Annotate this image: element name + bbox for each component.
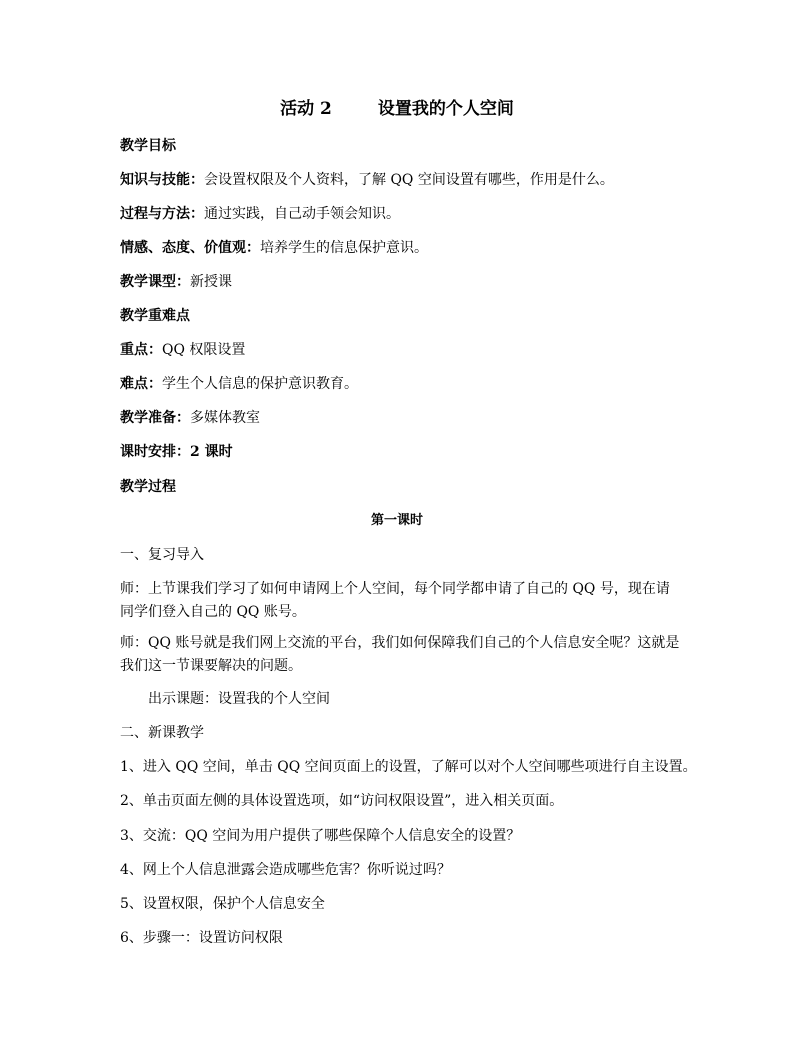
process-goal xyxy=(120,203,400,225)
emotion-label: 情感、态度、价值观： xyxy=(120,240,260,256)
knowledge-label: 知识与技能： xyxy=(120,172,204,188)
preparation xyxy=(120,407,260,429)
difficulty-text: 学生个人信息的保护意识教育。 xyxy=(162,376,358,392)
difficulty-label: 难点： xyxy=(120,376,162,392)
section-new-lesson: 二、新课教学 xyxy=(120,725,204,741)
step-item: 5、设置权限，保护个人信息安全 xyxy=(120,896,325,912)
schedule-text: 2 课时 xyxy=(190,444,233,460)
step-item: 1、进入 QQ 空间，单击 QQ 空间页面上的设置，了解可以对个人空间哪些项进行自主设置。 xyxy=(120,759,697,775)
period-heading: 第一课时 xyxy=(370,513,423,528)
emotion-text: 培养学生的信息保护意识。 xyxy=(260,240,428,256)
key-point-label: 重点： xyxy=(120,342,162,358)
lesson-type-label: 教学课型： xyxy=(120,274,190,290)
teacher-paragraph-1: 师：上节课我们学习了如何申请网上个人空间，每个同学都申请了自己的 QQ 号，现在请同学们登入自己的 QQ 账号。 xyxy=(120,581,670,620)
lesson-type xyxy=(120,271,232,293)
difficulty xyxy=(120,373,358,395)
title-topic: 设置我的个人空间 xyxy=(377,99,514,119)
preparation-text: 多媒体教室 xyxy=(190,410,260,426)
key-points-heading: 教学重难点 xyxy=(120,308,190,324)
emotion-goal xyxy=(120,237,428,259)
step-item: 3、交流：QQ 空间为用户提供了哪些保障个人信息安全的设置？ xyxy=(120,828,521,844)
step-item: 2、单击页面左侧的具体设置选项，如“访问权限设置”，进入相关页面。 xyxy=(120,793,564,809)
process-text: 通过实践，自己动手领会知识。 xyxy=(204,206,400,222)
knowledge-goal xyxy=(120,169,614,191)
preparation-label: 教学准备： xyxy=(120,410,190,426)
schedule xyxy=(120,441,233,463)
step-item: 6、步骤一：设置访问权限 xyxy=(120,930,283,946)
title-activity-number: 活动 2 xyxy=(280,99,332,119)
process-label: 过程与方法： xyxy=(120,206,204,222)
section-review-intro: 一、复习导入 xyxy=(120,547,204,563)
key-point-text: QQ 权限设置 xyxy=(162,342,246,358)
teacher-paragraph-2: 师：QQ 账号就是我们网上交流的平台，我们如何保障我们自己的个人信息安全呢？这就是我们这一节课要解决的问题。 xyxy=(120,635,680,674)
goals-heading: 教学目标 xyxy=(120,138,176,154)
lesson-type-text: 新授课 xyxy=(190,274,232,290)
step-item: 4、网上个人信息泄露会造成哪些危害？你听说过吗？ xyxy=(120,862,451,878)
knowledge-text: 会设置权限及个人资料，了解 QQ 空间设置有哪些，作用是什么。 xyxy=(204,172,614,188)
schedule-label: 课时安排： xyxy=(120,444,190,460)
process-heading: 教学过程 xyxy=(120,479,176,495)
key-point xyxy=(120,339,245,361)
show-topic: 出示课题：设置我的个人空间 xyxy=(148,691,330,707)
page-title xyxy=(0,96,794,122)
